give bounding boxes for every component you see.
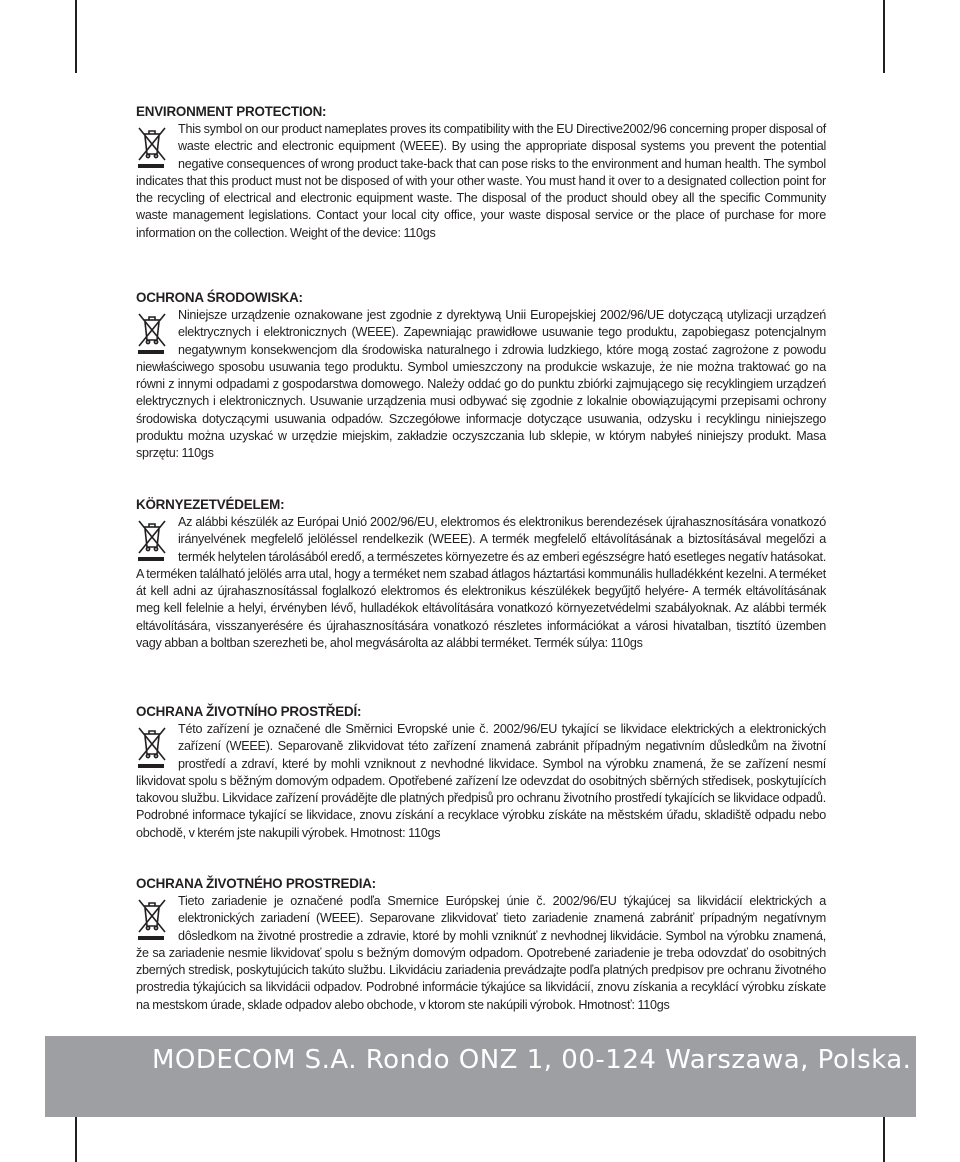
section-body: Tieto zariadenie je označené podľa Smernice Európskej únie č. 2002/96/EU týkajúcej sa likvidácií elektrických a elektronických zariadení (WEEE). Separovane zlikvidovať tieto zariadenie znamená zabrániť prípadným negatívnym dôsledkom na životné prostredie a zdravie, ktoré by mohli vzniknúť z nevhodnej likvidácie. Symbol na výrobku znamená, že sa zariadenie nesmie likvidovať spolu s bežným domovým odpadom. Opotrebené zariadenie je treba odovzdať do osobitných zberných stredisk, poskytujúcich takúto službu. Likvidáciu zariadenia prevádzajte podľa platných predpisov pre ochranu životného prostredia týkajúcich sa likvidácii odpadov. Podrobné informácie týkajúce sa likvidácií, znovu získania a recyklácí výrobku získate na mestskom úrade, sklade odpadov alebo obchode, v ktorom ste nakúpili výrobok. Hmotnosť: 110gs	[136, 894, 826, 1012]
section-heading: OCHRANA ŽIVOTNÉHO PROSTREDIA:	[136, 876, 376, 891]
crop-mark-top-left	[75, 0, 77, 73]
section-heading: OCHRANA ŽIVOTNÍHO PROSTŘEDÍ:	[136, 704, 362, 719]
weee-crossed-bin-icon	[136, 310, 174, 356]
environment-notices	[136, 103, 826, 1035]
section-body: This symbol on our product nameplates proves its compatibility with the EU Directive2002/96 concerning proper disposal of waste electric and electronic equipment (WEEE). By using the appropriate disposal systems you prevent the potential negative consequences of wrong product take-back that can pose risks to the environment and human health. The symbol indicates that this product must not be disposed of with your other waste. You must hand it over to a designated collection point for the recycling of electrical and electronic equipment waste. The disposal of the product should obey all the specific Community waste management legislations. Contact your local city office, your waste disposal service or the place of purchase for more information on the collection. Weight of the device: 110gs	[136, 122, 826, 240]
section-body: Az alábbi készülék az Európai Unió 2002/96/EU, elektromos és elektronikus berendezések újrahasznosítására vonatkozó irányelvének megfelelő jelöléssel rendelkezik (WEEE). A termék megfelelő eltávolításának a biztosításával megelőzi a termék helytelen tárolásából eredő, a természetes környezetre és az emberi egészségre ható esetleges negatív hatásokat. A terméken található jelölés arra utal, hogy a terméket nem szabad átlagos háztartási kommunális hulladékként kezelni. A terméket át kell adni az újrahasznosítással foglalkozó elektromos és elektronikus készülékek begyűjtő helyére- A termék eltávolításának meg kell felelnie a helyi, érvényben lévő, hulladékok eltávolítására vonatkozó környezetvédelmi szabályoknak. Az alábbi termék eltávolítására, visszanyerésére és újrahasznosítására vonatkozó részletes információkat a városi hivatalban, tisztító üzemben vagy abban a boltban szerezheti be, ahol megvásárolta az alábbi terméket. Termék súlya: 110gs	[136, 515, 826, 651]
weee-crossed-bin-icon	[136, 124, 174, 170]
section-polish	[136, 289, 826, 496]
section-body: Této zařízení je označené dle Směrnici Evropské unie č. 2002/96/EU tykající se likvidace elektrických a elektronických zařízení (WEEE). Separovaně zlikvidovat této zařízení znamená zabránit případným negativním důsledkům na životní prostředí a zdraví, které by mohli vzniknout z nevhodné likvidace. Symbol na výrobku znamená, že se zařízení nesmí likvidovat spolu s běžným domovým odpadem. Opotřebené zařízení lze odevzdat do osobitných sběrných středisek, poskytujících takovou službu. Likvidace zařízení provádějte dle platných předpisů pro ochranu životního prostředí tykajících se likvidace odpadů. Podrobné informace tykající se likvidace, znovu získání a recyklace výrobku získáte na městském úřadu, skladiště odpadu nebo obchodě, v kterém jste nakupili výrobek. Hmotnost: 110gs	[136, 722, 826, 840]
section-czech	[136, 703, 826, 875]
weee-crossed-bin-icon	[136, 896, 174, 942]
section-heading: KÖRNYEZETVÉDELEM:	[136, 497, 285, 512]
section-slovak	[136, 875, 826, 1035]
footer-band	[45, 1036, 916, 1117]
section-heading: ENVIRONMENT PROTECTION:	[136, 104, 327, 119]
weee-crossed-bin-icon	[136, 724, 174, 770]
crop-mark-top-right	[883, 0, 885, 73]
section-english	[136, 103, 826, 289]
weee-crossed-bin-icon	[136, 517, 174, 563]
company-address: MODECOM S.A. Rondo ONZ 1, 00-124 Warszawa, Polska.	[152, 1045, 912, 1075]
section-hungarian	[136, 496, 826, 703]
section-body: Niniejsze urządzenie oznakowane jest zgodnie z dyrektywą Unii Europejskiej 2002/96/UE dotyczącą utylizacji urządzeń elektrycznych i elektronicznych (WEEE). Zapewniając prawidłowe usuwanie tego produktu, zapobiegasz potencjalnym negatywnym konsekwencjom dla środowiska naturalnego i zdrowia ludzkiego, które mogą zostać zagrożone z powodu niewłaściwego sposobu usuwania tego produktu. Symbol umieszczony na produkcie wskazuje, że nie można traktować go na równi z innymi odpadami z gospodarstwa domowego. Należy oddać go do punktu zbiórki zajmującego się recyklingiem urządzeń elektrycznych i elektronicznych. Usuwanie urządzenia musi odbywać się zgodnie z lokalnie obowiązującymi przepisami ochrony środowiska dotyczącymi usuwania odpadów. Szczegółowe informacje dotyczące usuwania, odzysku i recyklingu niniejszego produktu można uzyskać w urzędzie miejskim, zakładzie oczyszczania lub sklepie, w którym nabyłeś niniejszy produkt. Masa sprzętu: 110gs	[136, 308, 826, 461]
section-heading: OCHRONA ŚRODOWISKA:	[136, 290, 303, 305]
